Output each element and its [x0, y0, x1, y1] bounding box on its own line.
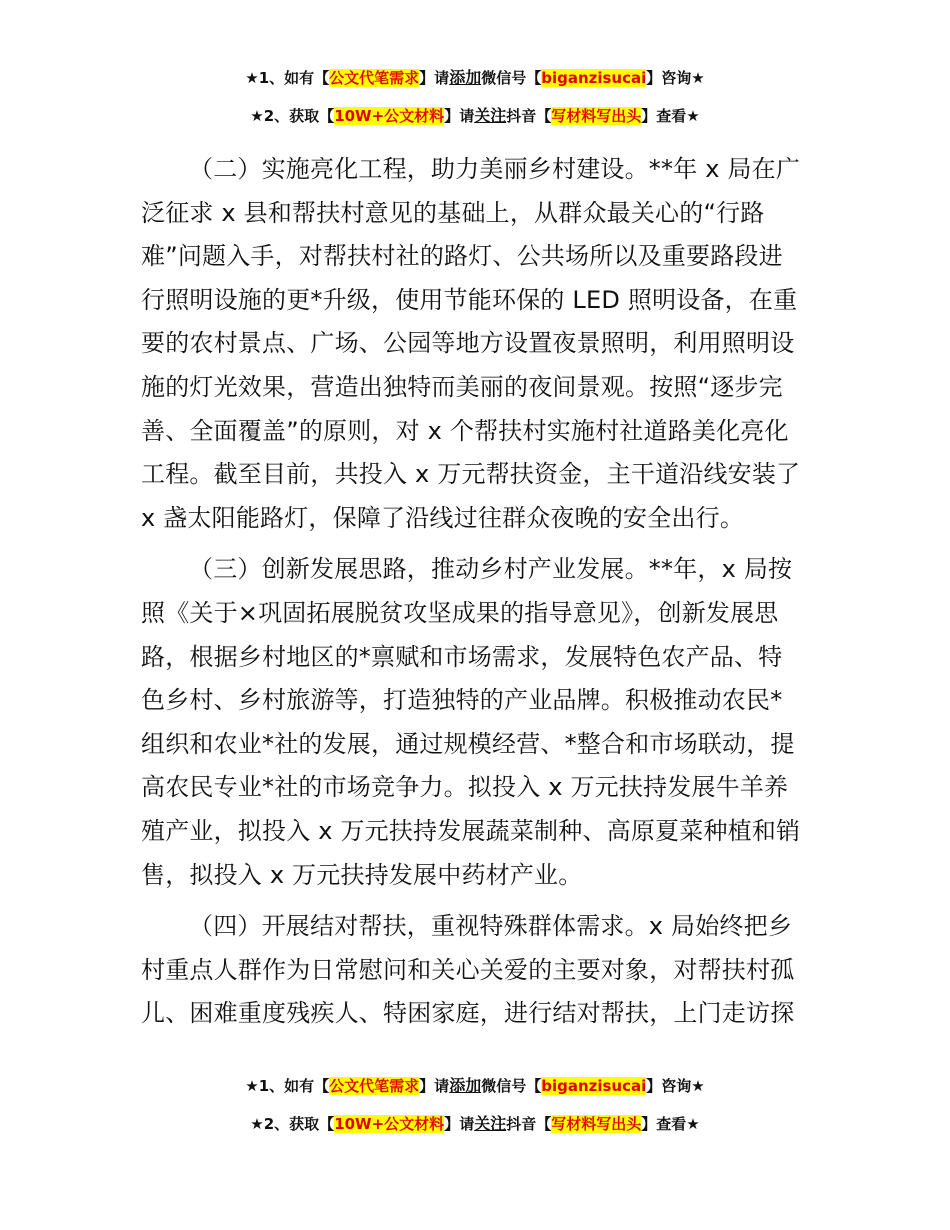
promo-text: 抖音【 [506, 107, 552, 125]
promo-underlined: 关注 [474, 106, 507, 125]
promo-underlined: 关注 [474, 1114, 507, 1133]
footer-promo-line-1 [0, 1074, 950, 1098]
header-promo-line-2 [0, 104, 950, 128]
promo-prefix: ★2、获取【 [250, 1115, 335, 1133]
text-line: 施的灯光效果，营造出独特而美丽的夜间景观。按照“逐步完 [141, 372, 783, 401]
promo-suffix: 】咨询★ [646, 1077, 705, 1095]
promo-underlined: 添加 [449, 68, 482, 87]
promo-text: 】请 [419, 69, 450, 87]
text-line: 色乡村、乡村旅游等，打造独特的产业品牌。积极推动农民* [141, 686, 783, 715]
text-line: 难”问题入手，对帮扶村社的路灯、公共场所以及重要路段进 [141, 242, 783, 271]
text-line: 路，根据乡村地区的*禀赋和市场需求，发展特色农产品、特 [141, 642, 783, 671]
text-line: 泛征求 x 县和帮扶村意见的基础上，从群众最关心的“行路 [141, 198, 765, 227]
text-line: 高农民专业*社的市场竞争力。拟投入 x 万元扶持发展牛羊养 [141, 773, 789, 802]
text-line: 组织和农业*社的发展，通过规模经营、*整合和市场联动，提 [141, 729, 795, 758]
text-line: 售，拟投入 x 万元扶持发展中药材产业。 [141, 860, 583, 889]
text-line: 殖产业，拟投入 x 万元扶持发展蔬菜制种、高原夏菜种植和销 [141, 816, 801, 845]
text-line: 要的农村景点、广场、公园等地方设置夜景照明，利用照明设 [141, 329, 795, 358]
promo-text: 】请 [444, 107, 475, 125]
promo-highlight: 公文代笔需求 [329, 1077, 420, 1095]
header-promo-line-1 [0, 66, 950, 90]
text-line: 行照明设施的更*升级，使用节能环保的 LED 照明设备，在重 [141, 285, 798, 314]
promo-suffix: 】查看★ [641, 1115, 700, 1133]
document-body [141, 148, 813, 1044]
promo-highlight: 10W+公文材料 [334, 1115, 445, 1133]
promo-prefix: ★1、如有【 [245, 1077, 330, 1095]
promo-prefix: ★2、获取【 [250, 107, 335, 125]
promo-highlight: 公文代笔需求 [329, 69, 420, 87]
promo-text: 微信号【 [481, 1077, 542, 1095]
text-line: 工程。截至目前，共投入 x 万元帮扶资金，主干道沿线安装了 [141, 460, 801, 489]
text-line: x 盏太阳能路灯，保障了沿线过往群众夜晚的安全出行。 [141, 503, 745, 532]
text-line: 善、全面覆盖”的原则，对 x 个帮扶村实施村社道路美化亮化 [141, 416, 789, 445]
promo-suffix: 】咨询★ [646, 69, 705, 87]
promo-underlined: 添加 [449, 1076, 482, 1095]
promo-highlight-wechat: biganzisucai [541, 69, 647, 87]
paragraph-2 [141, 148, 813, 540]
paragraph-4 [141, 905, 813, 1036]
promo-text: 】请 [444, 1115, 475, 1133]
promo-text: 抖音【 [506, 1115, 552, 1133]
promo-highlight-douyin: 写材料写出头 [551, 107, 642, 125]
text-line: 照《关于×巩固拓展脱贫攻坚成果的指导意见》，创新发展思 [141, 598, 779, 627]
text-line: 儿、困难重度残疾人、特困家庭，进行结对帮扶，上门走访探 [141, 999, 795, 1028]
paragraph-3 [141, 548, 813, 897]
promo-text: 】请 [419, 1077, 450, 1095]
promo-text: 微信号【 [481, 69, 542, 87]
promo-prefix: ★1、如有【 [245, 69, 330, 87]
text-line: （三）创新发展思路，推动乡村产业发展。**年，x 局按 [189, 555, 793, 584]
promo-highlight-douyin: 写材料写出头 [551, 1115, 642, 1133]
promo-suffix: 】查看★ [641, 107, 700, 125]
promo-highlight-wechat: biganzisucai [541, 1077, 647, 1095]
text-line: 村重点人群作为日常慰问和关心关爱的主要对象，对帮扶村孤 [141, 955, 795, 984]
footer-promo-line-2 [0, 1112, 950, 1136]
text-line: （四）开展结对帮扶，重视特殊群体需求。x 局始终把乡 [189, 912, 793, 941]
text-line: （二）实施亮化工程，助力美丽乡村建设。**年 x 局在广 [189, 155, 801, 183]
promo-highlight: 10W+公文材料 [334, 107, 445, 125]
